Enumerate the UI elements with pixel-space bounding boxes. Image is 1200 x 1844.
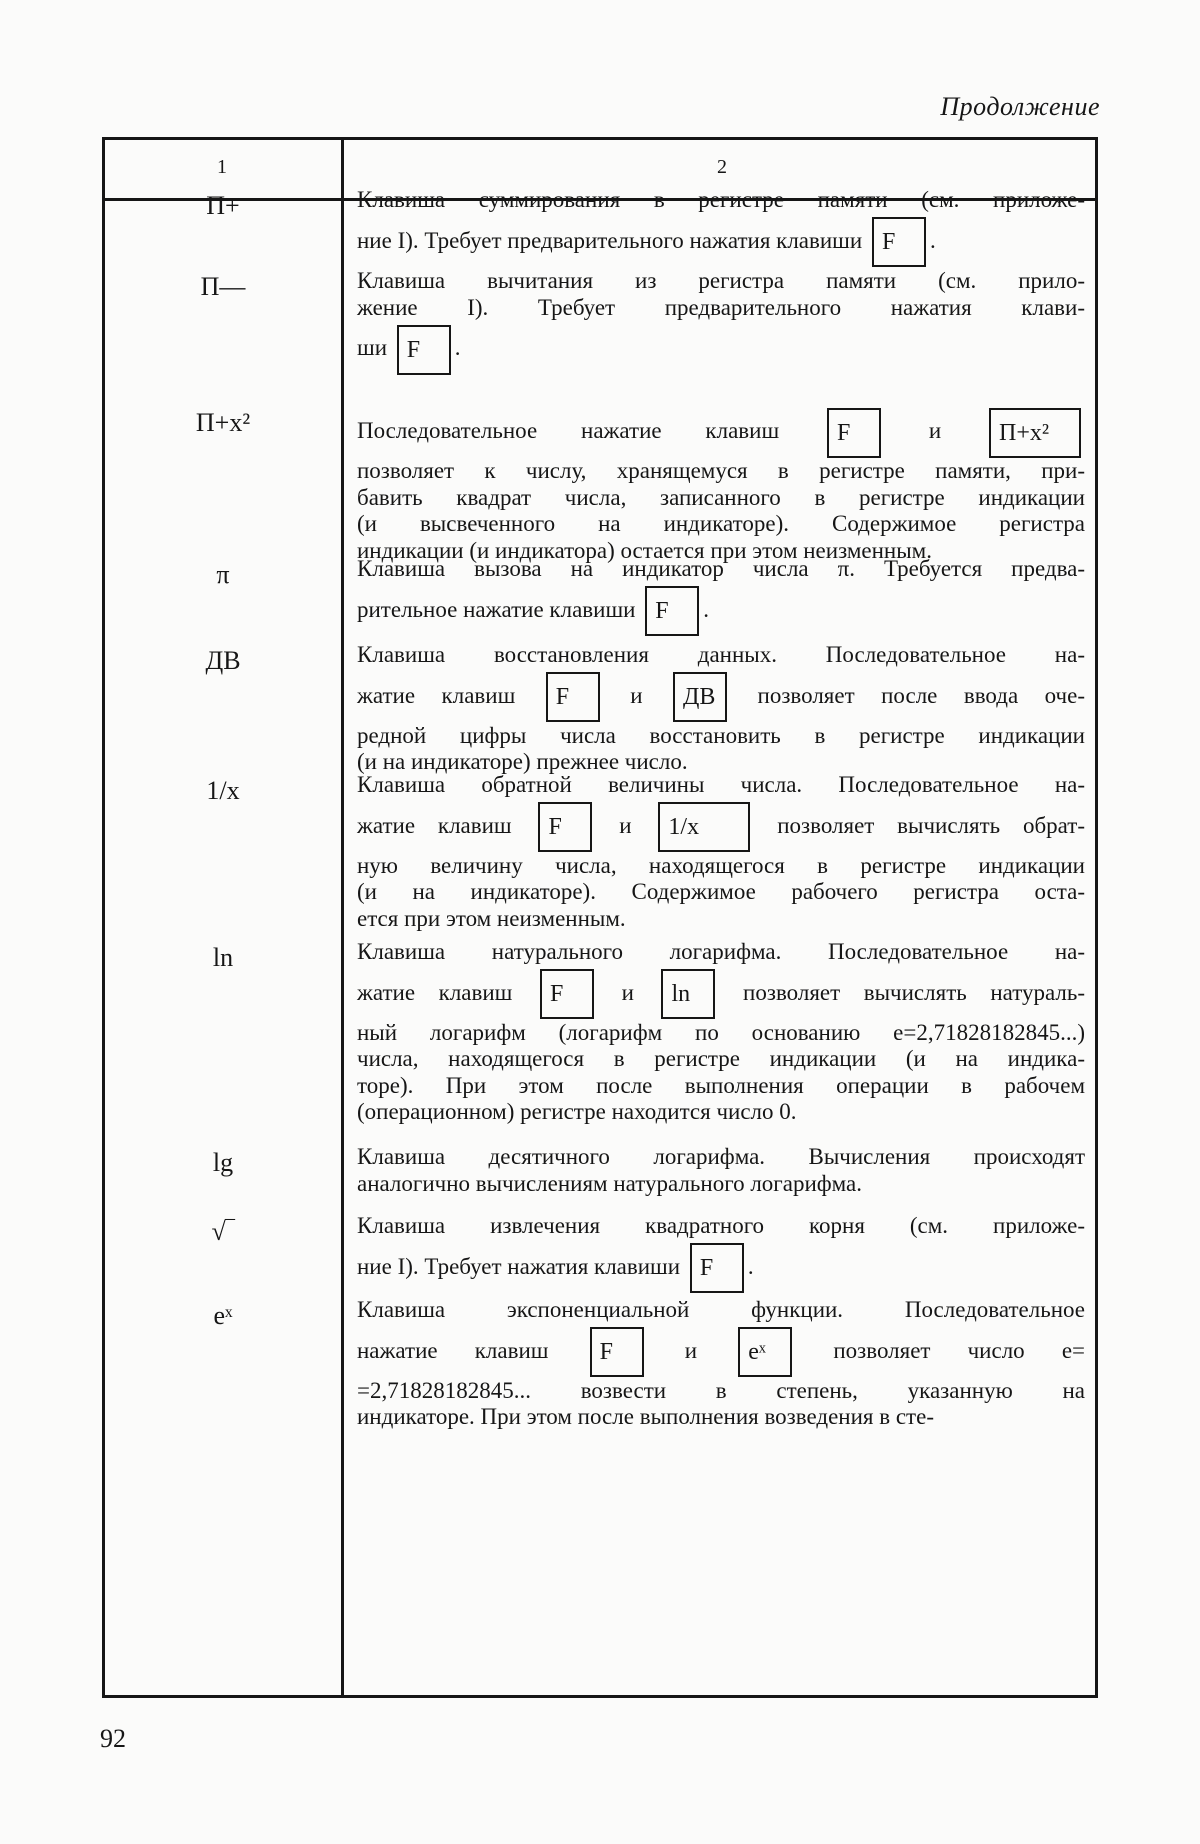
description-text: жатие клавиш <box>357 979 536 1005</box>
description-text: (и на индикаторе). Содержимое рабочего регистра оста- <box>357 879 1085 904</box>
description-line <box>357 1240 1085 1294</box>
row-symbol: П+ <box>206 191 240 220</box>
description-line <box>357 268 1085 295</box>
row-symbol: ln <box>212 943 234 972</box>
description-line <box>357 1297 1085 1324</box>
description-text: жатие клавиш <box>357 812 535 838</box>
row-description <box>357 187 1085 268</box>
description-text: ние I). Требует предварительного нажатия клавиши <box>357 227 868 253</box>
description-text: торе). При этом после выполнения операции в рабочем <box>357 1072 1085 1098</box>
description-text: . <box>454 335 461 360</box>
row-description <box>357 772 1085 932</box>
row-description <box>357 1297 1085 1431</box>
row-symbol: П— <box>200 272 246 301</box>
description-line <box>357 1404 1085 1431</box>
key-glyph: F <box>690 1243 744 1293</box>
description-line <box>357 321 1085 375</box>
description-line <box>357 583 1085 637</box>
column-header-1: 1 <box>217 156 227 178</box>
description-text: позволяет число e= <box>796 1337 1085 1363</box>
key-glyph: П+x² <box>989 408 1081 458</box>
description-line <box>357 1046 1085 1073</box>
description-text: . <box>747 1253 754 1279</box>
description-line <box>357 1213 1085 1240</box>
description-text: =2,71828182845... возвести в степень, указанную на <box>357 1377 1085 1403</box>
description-line <box>357 1073 1085 1100</box>
description-text: и <box>596 812 655 838</box>
key-glyph: ДВ <box>673 672 727 722</box>
description-line <box>357 1324 1085 1378</box>
continued-label: Продолжение <box>940 92 1100 121</box>
description-text: Клавиша извлечения квадратного корня (см. приложе- <box>357 1213 1085 1238</box>
description-text: Клавиша обратной величины числа. Последовательное на- <box>357 772 1085 797</box>
key-glyph: F <box>538 802 592 852</box>
description-text: индикаторе. При этом после выполнения возведения в сте- <box>357 1404 934 1429</box>
description-text: ние I). Требует нажатия клавиши <box>357 1253 686 1279</box>
description-text: ши <box>357 335 393 360</box>
description-text: Последовательное нажатие клавиш <box>357 418 824 443</box>
description-text: (и на индикаторе) прежнее число. <box>357 749 688 774</box>
description-text: жатие клавиш <box>357 682 542 708</box>
description-line <box>357 853 1085 880</box>
description-line <box>357 966 1085 1020</box>
row-description <box>357 1144 1085 1197</box>
description-text: позволяет к числу, хранящемуся в регистре памяти, при- <box>357 458 1085 483</box>
description-text: индикации (и индикатора) остается при этом неизменным. <box>357 537 932 563</box>
description-line <box>357 799 1085 853</box>
row-symbol: П+x² <box>195 408 251 437</box>
description-line <box>357 1171 1085 1198</box>
description-text: и <box>603 682 670 708</box>
description-line <box>357 1378 1085 1405</box>
description-line <box>357 1020 1085 1047</box>
description-text: Клавиша вычитания из регистра памяти (см. прило- <box>357 268 1085 293</box>
row-description <box>357 268 1085 375</box>
description-text: позволяет вычислять обрат- <box>754 812 1085 838</box>
key-glyph: F <box>590 1327 644 1377</box>
description-line <box>357 187 1085 214</box>
key-glyph: F <box>540 969 594 1019</box>
description-line <box>357 214 1085 268</box>
description-text: числа, находящегося в регистре индикации (и на индика- <box>357 1046 1085 1071</box>
row-description <box>357 1213 1085 1294</box>
row-symbol: ДВ <box>205 646 241 675</box>
key-glyph: F <box>827 408 881 458</box>
description-line <box>357 723 1085 750</box>
description-line <box>357 939 1085 966</box>
description-text: и <box>597 979 658 1005</box>
key-glyph: F <box>872 217 926 267</box>
description-line <box>357 772 1085 799</box>
description-text: позволяет после ввода оче- <box>731 682 1085 708</box>
description-line <box>357 1099 1085 1126</box>
description-text: ную величину числа, находящегося в регистре индикации <box>357 852 1085 878</box>
row-description <box>357 404 1085 564</box>
description-line <box>357 458 1085 485</box>
description-text: жение I). Требует предварительного нажатия клави- <box>357 294 1085 320</box>
description-text: и <box>647 1337 735 1363</box>
description-line <box>357 879 1085 906</box>
row-symbol: √‾ <box>211 1217 235 1246</box>
key-glyph: F <box>645 586 699 636</box>
description-line <box>357 511 1085 538</box>
description-text: бавить квадрат числа, записанного в регистре индикации <box>357 484 1085 510</box>
page-number: 92 <box>100 1724 126 1753</box>
description-text: нажатие клавиш <box>357 1337 586 1363</box>
key-glyph: F <box>546 672 600 722</box>
description-text: позволяет вычислять натураль- <box>719 979 1086 1005</box>
description-text: . <box>929 227 936 253</box>
description-line <box>357 404 1085 458</box>
description-text: Клавиша десятичного логарифма. Вычисления происходят <box>357 1144 1085 1169</box>
row-symbol: eˣ <box>213 1301 233 1330</box>
description-text: Клавиша восстановления данных. Последовательное на- <box>357 642 1085 667</box>
description-line <box>357 485 1085 512</box>
description-text: . <box>703 596 709 622</box>
description-line <box>357 669 1085 723</box>
description-text: аналогично вычислениям натурального логарифма. <box>357 1170 863 1196</box>
description-text: и <box>885 418 985 443</box>
key-glyph: 1/x <box>658 802 750 852</box>
row-symbol: lg <box>212 1148 234 1177</box>
description-line <box>357 295 1085 322</box>
description-line <box>357 906 1085 933</box>
row-description <box>357 939 1085 1126</box>
key-glyph: ln <box>661 969 715 1019</box>
description-text: рительное нажатие клавиши <box>357 596 642 622</box>
description-text: ется при этом неизменным. <box>357 905 626 931</box>
key-glyph: eˣ <box>738 1327 792 1377</box>
key-glyph: F <box>397 325 451 375</box>
description-text: Клавиша суммирования в регистре памяти (см. приложе- <box>357 187 1085 212</box>
column-divider <box>341 140 344 1695</box>
description-text: (операционном) регистре находится число 0. <box>357 1099 797 1124</box>
column-header-2: 2 <box>717 156 727 178</box>
description-text: Клавиша экспоненциальной функции. Последовательное <box>357 1297 1085 1322</box>
row-description <box>357 642 1085 776</box>
description-text: редной цифры числа восстановить в регистре индикации <box>357 722 1085 748</box>
description-text: ный логарифм (логарифм по основанию e=2,71828182845...) <box>357 1019 1085 1045</box>
row-symbol: 1/x <box>206 776 240 805</box>
description-line <box>357 1144 1085 1171</box>
row-description <box>357 556 1085 637</box>
row-symbol: π <box>216 560 230 589</box>
description-line <box>357 642 1085 669</box>
description-line <box>357 556 1085 583</box>
function-table <box>102 137 1098 1698</box>
description-text: Клавиша натурального логарифма. Последовательное на- <box>357 939 1085 964</box>
description-text: Клавиша вызова на индикатор числа π. Требуется предва- <box>357 556 1085 581</box>
description-text: (и высвеченного на индикаторе). Содержимое регистра <box>357 511 1085 536</box>
